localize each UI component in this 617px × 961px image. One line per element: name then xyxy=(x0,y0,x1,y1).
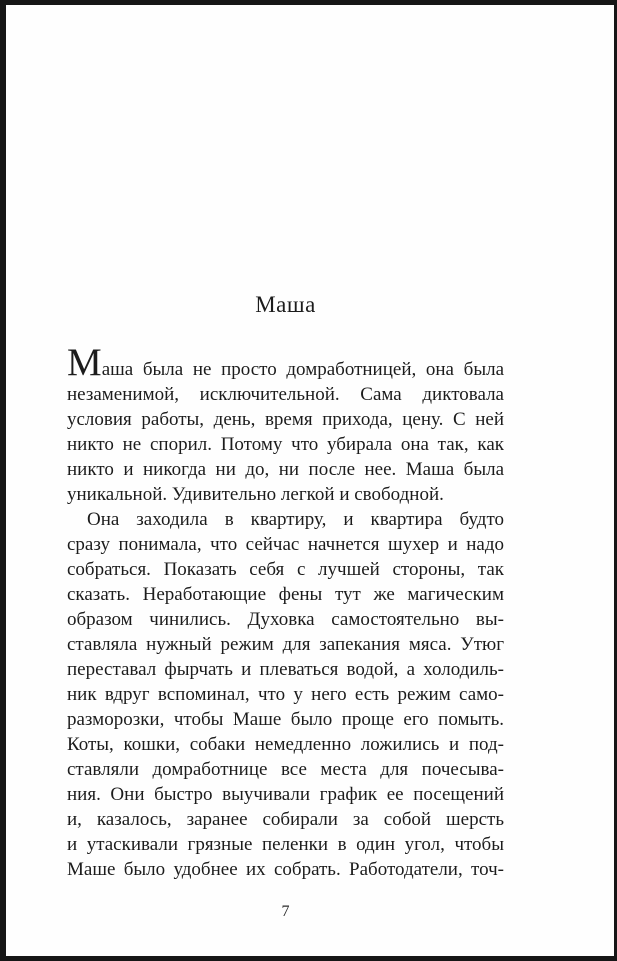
text-line: Она заходила в квартиру, и квартира будто xyxy=(87,509,504,530)
text-line-rest: аша была не просто домработницей, она была xyxy=(101,359,504,380)
text-line: образом чинились. Духовка самостоятельно вы- xyxy=(67,609,504,630)
text-line: сразу понимала, что сейчас начнется шухер и надо xyxy=(67,534,504,555)
text-line: сказать. Неработающие фены тут же магическим xyxy=(67,584,504,605)
text-line: переставал фырчать и плеваться водой, а холодиль- xyxy=(67,659,504,680)
text-line: и, казалось, заранее собирали за собой шерсть xyxy=(67,809,504,830)
text-line: ния. Они быстро выучивали график ее посещений xyxy=(67,784,504,805)
text-line: Маше было удобнее их собрать. Работодатели, точ- xyxy=(67,859,504,880)
text-line: никто не спорил. Потому что убирала она так, как xyxy=(67,434,504,455)
text-line: условия работы, день, время прихода, цену. С ней xyxy=(67,409,504,430)
text-line: никто и никогда ни до, ни после нее. Маша была xyxy=(67,459,504,480)
text-line: разморозки, чтобы Маше было проще его помыть. xyxy=(67,709,504,730)
text-line: Коты, кошки, собаки немедленно ложились и под- xyxy=(67,734,504,755)
chapter-title: Маша xyxy=(255,292,316,317)
text-line: незаменимой, исключительной. Сама диктовала xyxy=(67,384,504,405)
drop-cap-letter: М xyxy=(67,341,102,384)
text-line: ставляли домработнице все места для почесыва- xyxy=(67,759,504,780)
page-number: 7 xyxy=(281,903,290,920)
text-line xyxy=(67,341,504,384)
text-line: уникальной. Удивительно легкой и свободной. xyxy=(67,484,444,505)
text-line: и утаскивали грязные пеленки в один угол, чтобы xyxy=(67,834,504,855)
text-block xyxy=(67,341,504,882)
text-line: собраться. Показать себя с лучшей стороны, так xyxy=(67,559,504,580)
text-line: ник вдруг вспоминал, что у него есть режим само- xyxy=(67,684,504,705)
text-line: ставляла нужный режим для запекания мяса. Утюг xyxy=(67,634,504,655)
